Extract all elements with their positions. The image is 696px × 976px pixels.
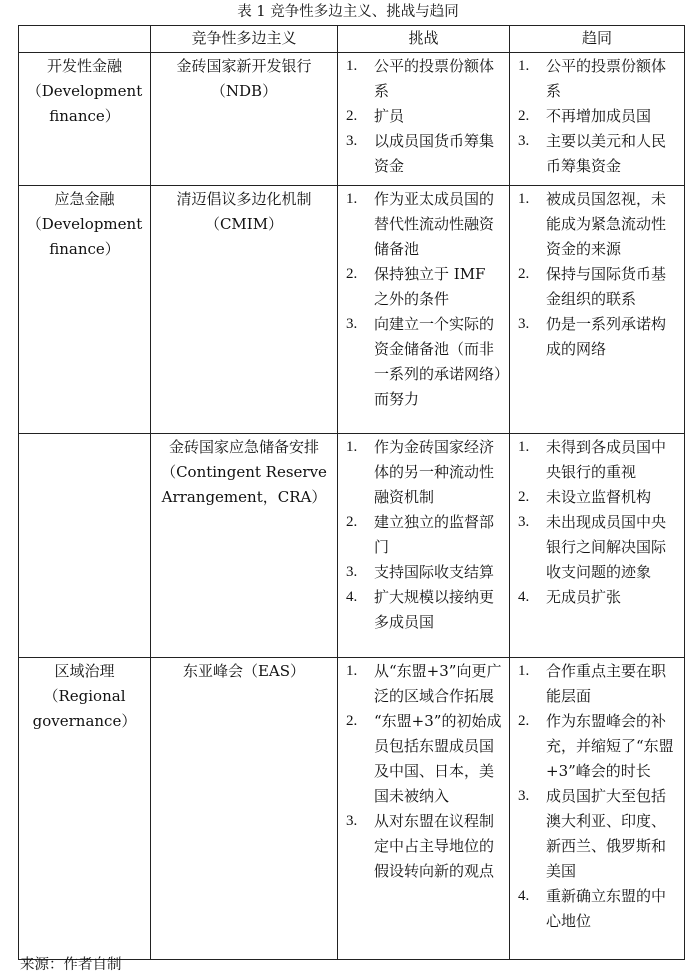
table-row [19, 434, 685, 658]
list-item-text: 建立独立的监督部门 [374, 513, 495, 556]
list-item [338, 585, 509, 635]
list-item-number: 4. [518, 589, 530, 605]
mechanism-cell: 东亚峰会（EAS） [151, 658, 338, 960]
list-item-number: 2. [346, 713, 358, 729]
list-item-number: 1. [518, 58, 530, 74]
list-item [510, 54, 684, 104]
list-item-text: 向建立一个实际的资金储备池（而非一系列的承诺网络）而努力 [374, 315, 502, 408]
list-item [338, 104, 509, 129]
list-item-text: 公平的投票份额体系 [546, 57, 667, 100]
header-cell-mechanism: 竞争性多边主义 [151, 26, 338, 53]
list-item-text: 作为亚太成员国的替代性流动性融资储备池 [374, 190, 495, 258]
list-item-text: 未得到各成员国中央银行的重视 [546, 438, 667, 481]
list-item-number: 2. [346, 108, 358, 124]
list-item-number: 3. [346, 316, 358, 332]
list-item [510, 312, 684, 362]
list-item [510, 659, 684, 709]
header-cell-convergence: 趋同 [510, 26, 685, 53]
list-item-text: 未设立监督机构 [546, 488, 652, 506]
list-item [338, 262, 509, 312]
convergence-list [510, 54, 684, 179]
list-item [510, 104, 684, 129]
list-item [510, 510, 684, 585]
header-row [19, 26, 685, 53]
list-item-number: 1. [518, 663, 530, 679]
header-cell-category [19, 26, 151, 53]
list-item-text: 仍是一系列承诺构成的网络 [546, 315, 667, 358]
list-item-text: 成员国扩大至包括澳大利亚、印度、新西兰、俄罗斯和美国 [546, 787, 667, 880]
mechanism-cell: 清迈倡议多边化机制（CMIM） [151, 186, 338, 434]
list-item-number: 2. [346, 514, 358, 530]
list-item [510, 585, 684, 610]
list-item-text: 扩大规模以接纳更多成员国 [374, 588, 495, 631]
list-item-number: 3. [346, 133, 358, 149]
list-item-number: 3. [346, 564, 358, 580]
convergence-cell [510, 434, 685, 658]
list-item-number: 4. [346, 589, 358, 605]
list-item [338, 659, 509, 709]
list-item [338, 187, 509, 262]
list-item-text: 不再增加成员国 [546, 107, 652, 125]
list-item-text: 作为金砖国家经济体的另一种流动性融资机制 [374, 438, 495, 506]
list-item [338, 435, 509, 510]
list-item-number: 1. [518, 439, 530, 455]
convergence-cell [510, 658, 685, 960]
list-item [338, 560, 509, 585]
challenges-list [338, 187, 509, 412]
list-item [338, 709, 509, 809]
comparison-table [18, 25, 685, 960]
convergence-cell [510, 186, 685, 434]
list-item [338, 129, 509, 179]
list-item-text: 保持与国际货币基金组织的联系 [546, 265, 667, 308]
convergence-list [510, 659, 684, 934]
list-item-text: “东盟+3”的初始成员包括东盟成员国及中国、日本，美国未被纳入 [374, 712, 502, 805]
list-item [510, 262, 684, 312]
list-item-number: 3. [518, 514, 530, 530]
list-item-text: 合作重点主要在职能层面 [546, 662, 667, 705]
category-cell: 应急金融（Development finance） [19, 186, 151, 434]
challenges-cell [338, 658, 510, 960]
list-item-number: 3. [518, 316, 530, 332]
mechanism-cell: 金砖国家新开发银行（NDB） [151, 53, 338, 186]
table-row [19, 186, 685, 434]
list-item-number: 2. [518, 108, 530, 124]
source-note: 来源：作者自制 [20, 957, 122, 973]
list-item-number: 1. [346, 663, 358, 679]
list-item-number: 1. [346, 439, 358, 455]
list-item [338, 809, 509, 884]
list-item-number: 3. [518, 788, 530, 804]
list-item-text: 被成员国忽视，未能成为紧急流动性资金的来源 [546, 190, 667, 258]
list-item-text: 重新确立东盟的中心地位 [546, 887, 667, 930]
list-item-text: 从“东盟+3”向更广泛的区域合作拓展 [374, 662, 502, 705]
list-item [338, 312, 509, 412]
list-item [510, 187, 684, 262]
list-item-text: 无成员扩张 [546, 588, 622, 606]
table-row [19, 53, 685, 186]
list-item-text: 扩员 [374, 107, 405, 125]
list-item [338, 510, 509, 560]
category-cell [19, 434, 151, 658]
list-item-number: 2. [346, 266, 358, 282]
list-item-number: 3. [518, 133, 530, 149]
challenges-list [338, 54, 509, 179]
list-item [510, 129, 684, 179]
convergence-list [510, 435, 684, 610]
list-item-text: 未出现成员国中央银行之间解决国际收支问题的迹象 [546, 513, 667, 581]
list-item [510, 784, 684, 884]
list-item-text: 公平的投票份额体系 [374, 57, 495, 100]
list-item [510, 435, 684, 485]
challenges-list [338, 435, 509, 635]
list-item-number: 1. [346, 58, 358, 74]
list-item [510, 709, 684, 784]
list-item-text: 从对东盟在议程制定中占主导地位的假设转向新的观点 [374, 812, 495, 880]
list-item [338, 54, 509, 104]
list-item-text: 以成员国货币筹集资金 [374, 132, 495, 175]
list-item-number: 2. [518, 713, 530, 729]
list-item-number: 3. [346, 813, 358, 829]
list-item-text: 保持独立于 IMF 之外的条件 [374, 265, 486, 308]
list-item-number: 1. [346, 191, 358, 207]
table-title: 表 1 竞争性多边主义、挑战与趋同 [237, 4, 459, 20]
challenges-cell [338, 53, 510, 186]
list-item-number: 2. [518, 266, 530, 282]
list-item [510, 884, 684, 934]
category-cell: 开发性金融（Development finance） [19, 53, 151, 186]
category-cell: 区域治理（Regional governance） [19, 658, 151, 960]
list-item-number: 1. [518, 191, 530, 207]
list-item-text: 作为东盟峰会的补充，并缩短了“东盟+3”峰会的时长 [546, 712, 674, 780]
header-cell-challenges: 挑战 [338, 26, 510, 53]
challenges-cell [338, 186, 510, 434]
convergence-cell [510, 53, 685, 186]
table-body [19, 53, 685, 960]
list-item [510, 485, 684, 510]
list-item-number: 4. [518, 888, 530, 904]
challenges-cell [338, 434, 510, 658]
challenges-list [338, 659, 509, 884]
mechanism-cell: 金砖国家应急储备安排（Contingent Reserve Arrangement，CRA） [151, 434, 338, 658]
list-item-number: 2. [518, 489, 530, 505]
table-row [19, 658, 685, 960]
convergence-list [510, 187, 684, 362]
list-item-text: 主要以美元和人民币筹集资金 [546, 132, 667, 175]
list-item-text: 支持国际收支结算 [374, 563, 495, 581]
